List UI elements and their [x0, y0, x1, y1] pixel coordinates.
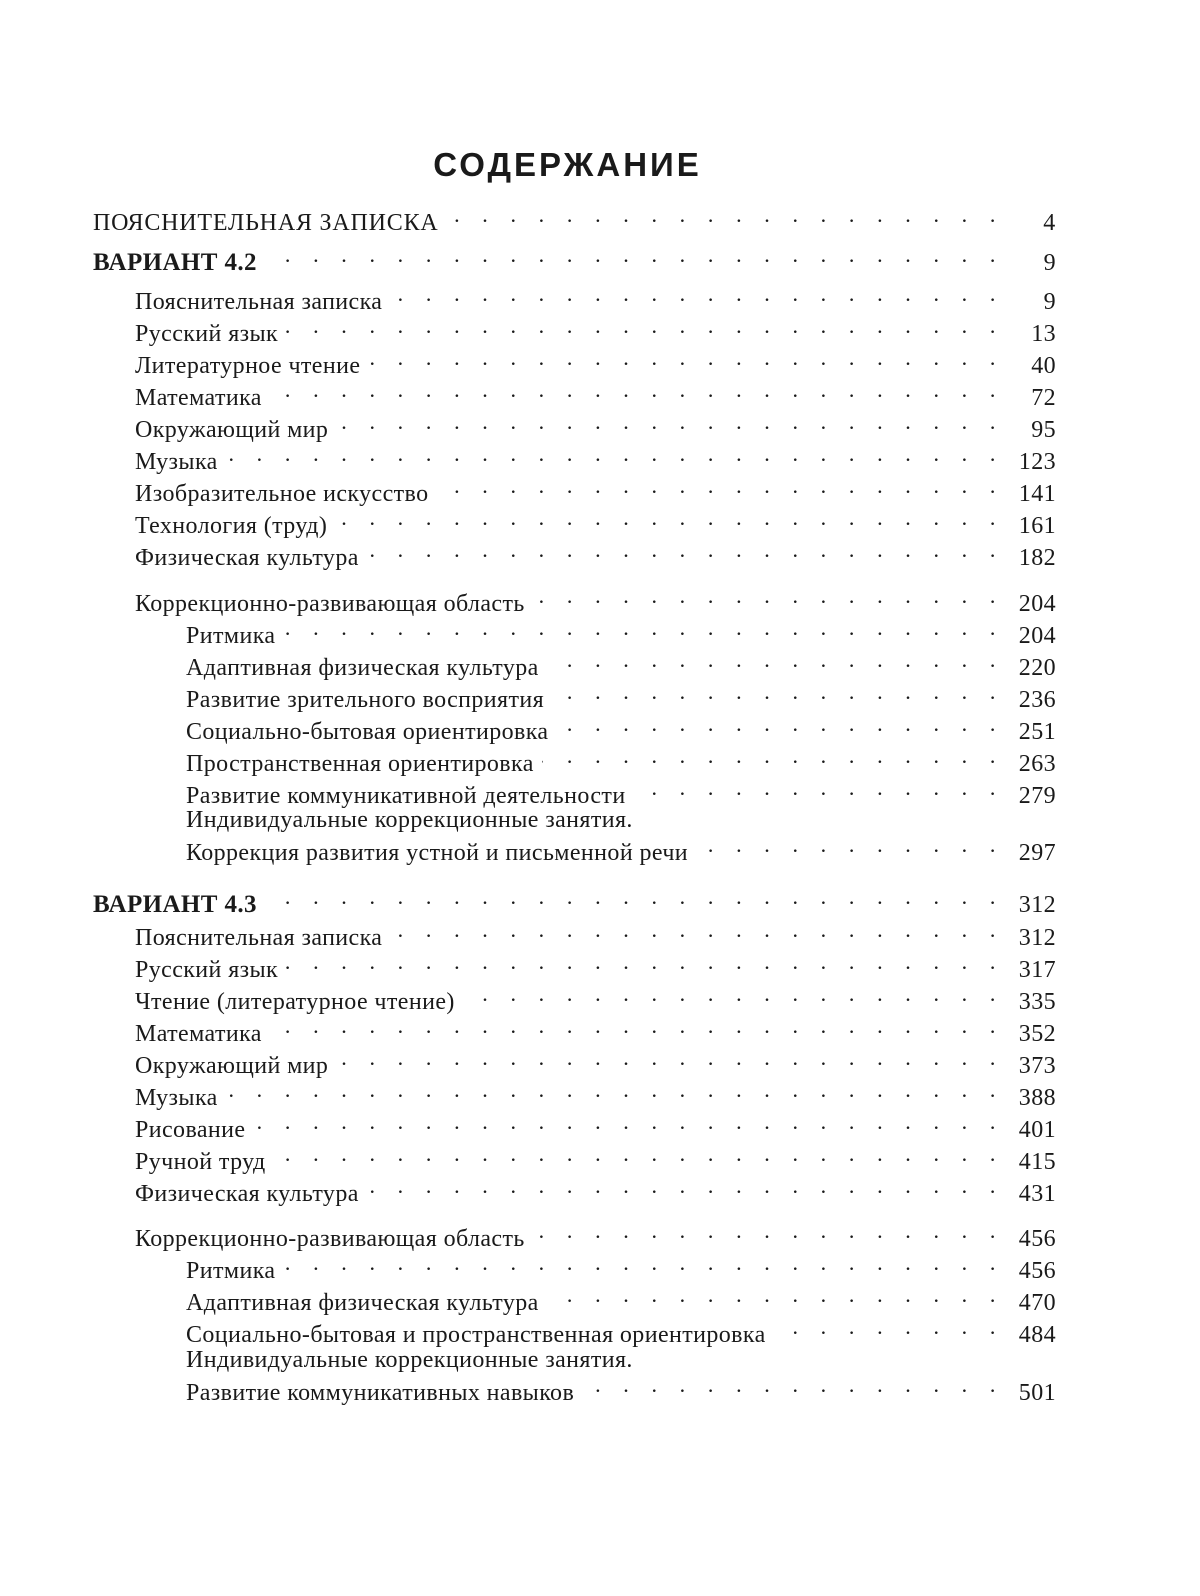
toc-entry-page: 72	[1031, 385, 1056, 411]
toc-entry-page: 501	[1018, 1380, 1056, 1406]
toc-entry-label: Развитие коммуникативных навыков	[186, 1380, 575, 1406]
dot-leader	[582, 1370, 1004, 1400]
toc-entry-page: 279	[1018, 783, 1056, 809]
toc-entry-page: 312	[1018, 925, 1056, 951]
dot-leader	[253, 1107, 1004, 1137]
toc-entry-page: 236	[1018, 687, 1056, 713]
toc-entry-label: Музыка	[135, 449, 218, 475]
dot-leader	[533, 1216, 1004, 1246]
dot-leader	[368, 343, 1004, 373]
toc-entry-page: 123	[1018, 449, 1056, 475]
toc-entry-label: Развитие зрительного восприятия	[186, 687, 545, 713]
toc-entry-page: 141	[1018, 481, 1056, 507]
toc-entry-label: ВАРИАНТ 4.3	[93, 891, 257, 918]
toc-entry-label: Русский язык	[135, 957, 279, 983]
dot-leader	[367, 535, 1004, 565]
dot-leader	[226, 1075, 1004, 1105]
toc-entry-page: 470	[1018, 1290, 1056, 1316]
toc-entry-page: 415	[1018, 1149, 1056, 1175]
toc-entry-page: 220	[1018, 655, 1056, 681]
toc-entry-page: 263	[1018, 751, 1056, 777]
toc-entry-label: Коррекционно-развивающая область	[135, 591, 525, 617]
toc-entry-label: Физическая культура	[135, 545, 359, 571]
toc-entry-label: Физическая культура	[135, 1181, 359, 1207]
dot-leader	[463, 979, 1004, 1009]
toc-entry-label: Коррекционно-развивающая область	[135, 1226, 525, 1252]
toc-entry-page: 95	[1031, 417, 1056, 443]
toc-entry-label: Окружающий мир	[135, 417, 329, 443]
toc-entry-label: Русский язык	[135, 321, 279, 347]
toc-entry[interactable]	[135, 1171, 1056, 1209]
toc-entry[interactable]	[186, 1370, 1056, 1408]
dot-leader	[447, 200, 1004, 230]
dot-leader	[533, 581, 1004, 611]
toc-entry-page: 204	[1018, 623, 1056, 649]
dot-leader	[547, 645, 1004, 675]
toc-entry-label: Окружающий мир	[135, 1053, 329, 1079]
dot-leader	[283, 613, 1004, 643]
toc-entry-label: Ритмика	[186, 1258, 276, 1284]
dot-leader	[556, 709, 1004, 739]
page-title: СОДЕРЖАНИЕ	[433, 146, 702, 183]
dot-leader	[270, 1011, 1004, 1041]
toc-entry-page: 373	[1018, 1053, 1056, 1079]
dot-leader	[274, 1139, 1004, 1169]
dot-leader	[286, 947, 1004, 977]
toc-entry-label: Музыка	[135, 1085, 218, 1111]
dot-leader	[696, 830, 1004, 860]
toc-entry-page: 317	[1018, 957, 1056, 983]
toc-entry-page: 352	[1018, 1021, 1056, 1047]
dot-leader	[437, 471, 1005, 501]
toc-entry[interactable]	[135, 535, 1056, 573]
dot-leader	[367, 1171, 1004, 1201]
toc-entry-label: Математика	[135, 1021, 262, 1047]
toc-entry-label: Коррекция развития устной и письменной речи	[186, 840, 689, 866]
toc-entry-label: Математика	[135, 385, 262, 411]
toc-entry-page: 297	[1018, 840, 1056, 866]
dot-leader	[634, 773, 1004, 803]
dot-leader	[336, 1043, 1004, 1073]
toc-entry-label: Литературное чтение	[135, 353, 361, 379]
toc-entry-page: 312	[1018, 892, 1056, 918]
dot-leader	[265, 240, 1004, 270]
toc-entry-label: Изобразительное искусство	[135, 481, 429, 507]
dot-leader	[774, 1312, 1004, 1342]
toc-entry-page: 251	[1018, 719, 1056, 745]
toc-entry-page: 431	[1018, 1181, 1056, 1207]
toc-entry-label: Чтение (литературное чтение)	[135, 989, 455, 1015]
toc-entry-page: 335	[1018, 989, 1056, 1015]
dot-leader	[265, 882, 1004, 912]
dot-leader	[552, 677, 1004, 707]
toc-entry-page: 13	[1031, 321, 1056, 347]
toc-entry-page: 388	[1018, 1085, 1056, 1111]
toc-entry-page: 9	[1043, 250, 1056, 276]
toc-entry-page: 204	[1018, 591, 1056, 617]
dot-leader	[226, 439, 1004, 469]
toc-entry-label: ВАРИАНТ 4.2	[93, 249, 257, 276]
toc-entry-page: 4	[1043, 210, 1056, 236]
toc-entry-page: 161	[1018, 513, 1056, 539]
toc-entry-label: Ритмика	[186, 623, 276, 649]
dot-leader	[542, 741, 1004, 771]
toc-entry-label: Социально-бытовая ориентировка	[186, 719, 549, 745]
dot-leader	[270, 375, 1004, 405]
toc-entry-label: ПОЯСНИТЕЛЬНАЯ ЗАПИСКА	[93, 210, 439, 236]
toc-entry-label: Адаптивная физическая культура	[186, 655, 539, 681]
dot-leader	[390, 915, 1004, 945]
toc-entry-label: Пояснительная записка	[135, 925, 383, 951]
toc-entry[interactable]	[186, 830, 1056, 868]
toc-entry-page: 401	[1018, 1117, 1056, 1143]
toc-entry-label: Пояснительная записка	[135, 289, 383, 315]
toc-entry-page: 9	[1043, 289, 1056, 315]
toc-entry[interactable]	[93, 200, 1056, 238]
toc-entry-label-line1: Индивидуальные коррекционные занятия.	[186, 807, 633, 833]
toc-entry-page: 456	[1018, 1258, 1056, 1284]
toc-entry-page: 182	[1018, 545, 1056, 571]
dot-leader	[336, 407, 1004, 437]
toc-entry-label: Развитие коммуникативной деятельности	[186, 783, 626, 809]
toc-entry-label: Пространственная ориентировка	[186, 751, 534, 777]
toc-entry-page: 40	[1031, 353, 1056, 379]
dot-leader	[286, 311, 1004, 341]
toc-section-heading[interactable]	[93, 240, 1056, 278]
dot-leader	[390, 279, 1004, 309]
toc-entry-label: Социально-бытовая и пространственная ориентировка	[186, 1322, 766, 1348]
toc-entry-label-line1: Индивидуальные коррекционные занятия.	[186, 1347, 633, 1373]
dot-leader	[283, 1248, 1004, 1278]
dot-leader	[547, 1280, 1004, 1310]
toc-entry-label: Ручной труд	[135, 1149, 266, 1175]
toc-entry-label: Рисование	[135, 1117, 246, 1143]
toc-entry-page: 484	[1018, 1322, 1056, 1348]
toc-entry-page: 456	[1018, 1226, 1056, 1252]
toc-entry-label: Адаптивная физическая культура	[186, 1290, 539, 1316]
dot-leader	[335, 503, 1004, 533]
toc-entry-label: Технология (труд)	[135, 513, 328, 539]
